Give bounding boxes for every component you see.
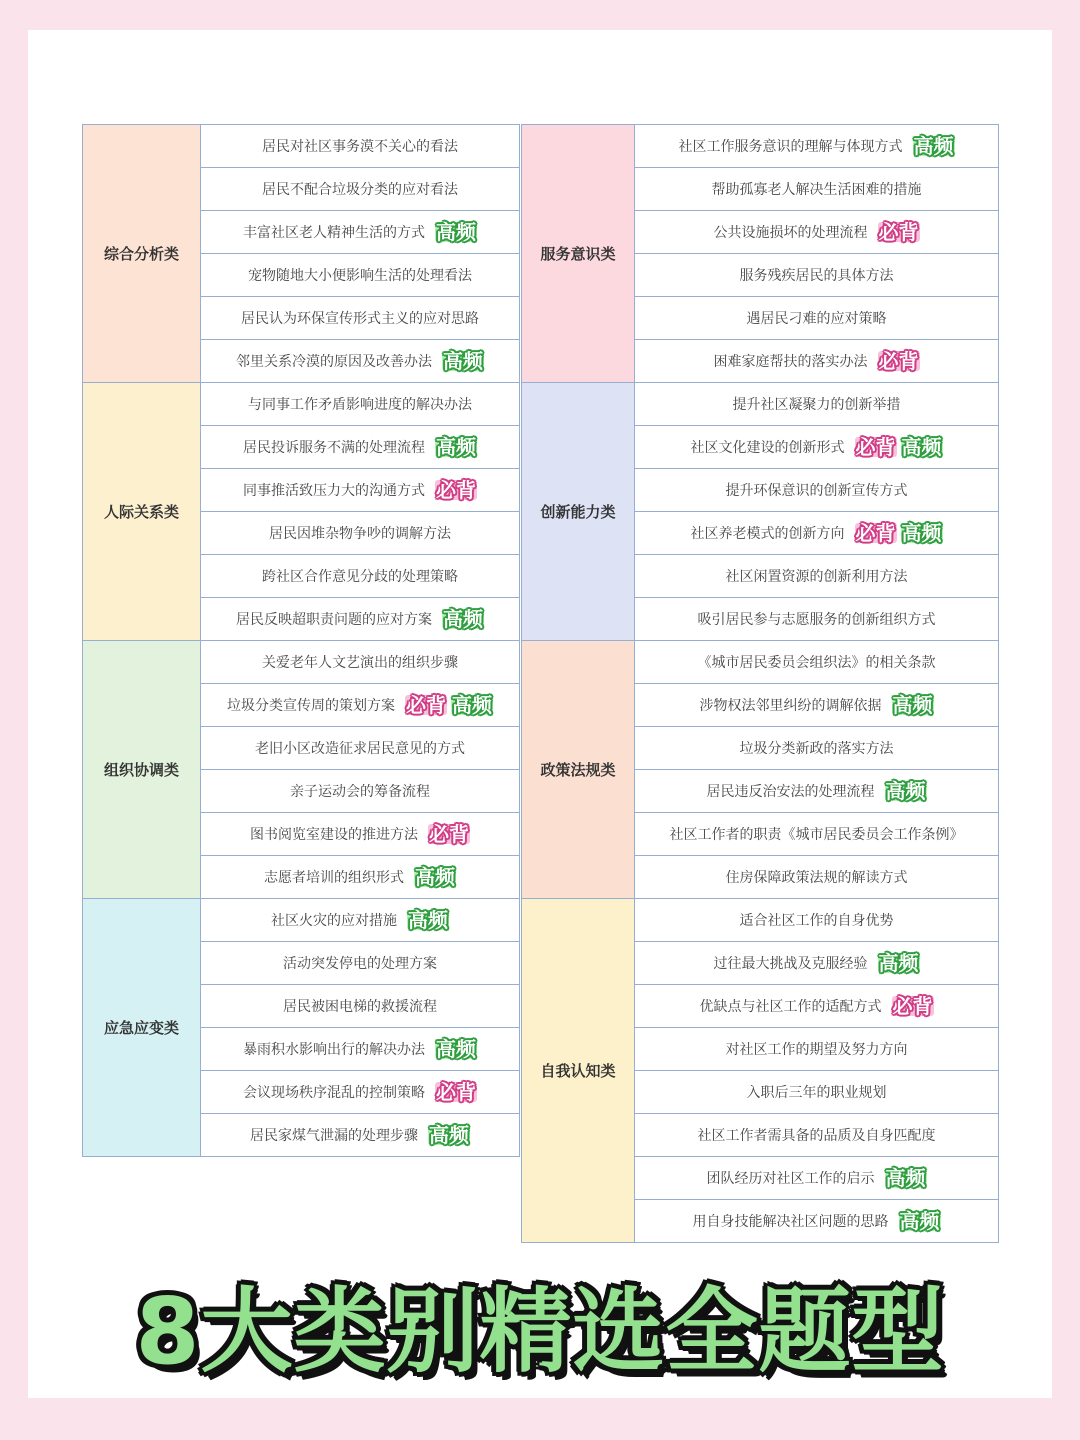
topic-text: 社区文化建设的创新形式 xyxy=(690,440,845,456)
category-block xyxy=(521,899,999,1243)
high-frequency-badge: 高频 xyxy=(901,521,942,545)
category-label: 创新能力类 xyxy=(521,382,634,641)
topic-text: 跨社区合作意见分歧的处理策略 xyxy=(262,569,458,585)
badge-group xyxy=(892,996,934,1016)
topic-text: 关爱老年人文艺演出的组织步骤 xyxy=(262,655,458,671)
topic-text: 社区工作者的职责《城市居民委员会工作条例》 xyxy=(669,827,964,843)
topic-text: 居民反映超职责问题的应对方案 xyxy=(236,612,432,628)
high-frequency-badge: 高频 xyxy=(443,607,483,631)
topic-row xyxy=(200,511,520,555)
topic-text: 丰富社区老人精神生活的方式 xyxy=(243,225,425,241)
badge-group xyxy=(407,910,449,930)
topic-text: 对社区工作的期望及努力方向 xyxy=(725,1042,908,1058)
category-block xyxy=(82,641,520,899)
topic-list xyxy=(200,899,520,1157)
topic-text: 住房保障政策法规的解读方式 xyxy=(725,870,908,886)
topic-text: 社区工作者需具备的品质及自身匹配度 xyxy=(697,1128,936,1144)
badge-group xyxy=(435,1082,477,1102)
topic-row xyxy=(634,425,999,469)
topic-text: 与同事工作矛盾影响进度的解决办法 xyxy=(248,397,472,413)
topic-row xyxy=(200,425,520,469)
topic-row xyxy=(634,1156,999,1200)
topic-text: 《城市居民委员会组织法》的相关条款 xyxy=(697,655,936,671)
topic-text: 适合社区工作的自身优势 xyxy=(739,913,894,929)
category-label: 组织协调类 xyxy=(82,640,200,899)
high-frequency-badge: 高频 xyxy=(885,779,926,803)
topic-row xyxy=(634,812,999,856)
high-frequency-badge: 高频 xyxy=(892,693,933,717)
badge-group xyxy=(885,1168,927,1188)
must-memorize-badge: 必背 xyxy=(429,822,469,846)
category-block xyxy=(82,125,520,383)
topic-text: 居民不配合垃圾分类的应对看法 xyxy=(262,182,458,198)
high-frequency-badge: 高频 xyxy=(436,1037,476,1061)
topic-row xyxy=(634,769,999,813)
topic-text: 帮助孤寡老人解决生活困难的措施 xyxy=(711,182,922,198)
must-memorize-badge: 必背 xyxy=(878,220,919,244)
topic-text: 宠物随地大小便影响生活的处理看法 xyxy=(248,268,472,284)
topic-row xyxy=(634,683,999,727)
category-label: 综合分析类 xyxy=(82,124,200,383)
topic-row xyxy=(634,640,999,684)
topic-row xyxy=(200,1027,520,1071)
topic-row xyxy=(200,253,520,297)
topic-row xyxy=(200,167,520,211)
badge-group xyxy=(885,781,927,801)
topic-text: 居民家煤气泄漏的处理步骤 xyxy=(250,1128,418,1144)
category-block xyxy=(521,125,999,383)
topic-list xyxy=(200,383,520,641)
topic-row xyxy=(200,382,520,426)
topic-row xyxy=(634,468,999,512)
topic-row xyxy=(634,855,999,899)
topic-row xyxy=(634,253,999,297)
topic-text: 居民被困电梯的救援流程 xyxy=(283,999,437,1015)
topic-row xyxy=(634,1199,999,1243)
topic-row xyxy=(200,1113,520,1157)
topic-text: 公共设施损坏的处理流程 xyxy=(713,225,868,241)
topic-text: 志愿者培训的组织形式 xyxy=(264,870,404,886)
high-frequency-badge: 高频 xyxy=(899,1209,940,1233)
topic-text: 居民违反治安法的处理流程 xyxy=(706,784,875,800)
topic-row xyxy=(634,167,999,211)
topic-text: 居民因堆杂物争吵的调解方法 xyxy=(269,526,451,542)
badge-group xyxy=(878,953,920,973)
topic-text: 亲子运动会的筹备流程 xyxy=(290,784,430,800)
topic-row xyxy=(634,296,999,340)
topic-text: 老旧小区改造征求居民意见的方式 xyxy=(255,741,465,757)
topic-row xyxy=(634,984,999,1028)
topic-text: 社区闲置资源的创新利用方法 xyxy=(725,569,908,585)
topic-text: 同事推活致压力大的沟通方式 xyxy=(243,483,425,499)
high-frequency-badge: 高频 xyxy=(429,1123,469,1147)
topic-row xyxy=(200,812,520,856)
badge-group xyxy=(892,695,934,715)
topic-row xyxy=(200,683,520,727)
high-frequency-badge: 高频 xyxy=(913,134,954,158)
topic-text: 用自身技能解决社区问题的思路 xyxy=(692,1214,889,1230)
topic-text: 社区火灾的应对措施 xyxy=(271,913,397,929)
topic-row xyxy=(634,726,999,770)
topic-row xyxy=(200,941,520,985)
badge-group xyxy=(878,222,920,242)
topic-list xyxy=(200,125,520,383)
high-frequency-badge: 高频 xyxy=(408,908,448,932)
topic-row xyxy=(200,726,520,770)
topic-row xyxy=(634,898,999,942)
topic-row xyxy=(634,1070,999,1114)
topic-row xyxy=(634,210,999,254)
badge-group xyxy=(442,609,484,629)
topic-text: 困难家庭帮扶的落实办法 xyxy=(713,354,868,370)
topic-text: 入职后三年的职业规划 xyxy=(746,1085,887,1101)
high-frequency-badge: 高频 xyxy=(878,951,919,975)
badge-group xyxy=(435,437,477,457)
category-block xyxy=(521,383,999,641)
high-frequency-badge: 高频 xyxy=(901,435,942,459)
badge-group xyxy=(899,1211,941,1231)
badge-group xyxy=(428,1125,470,1145)
category-block xyxy=(82,383,520,641)
topic-text: 活动突发停电的处理方案 xyxy=(283,956,437,972)
topic-text: 邻里关系冷漠的原因及改善办法 xyxy=(236,354,432,370)
topic-text: 会议现场秩序混乱的控制策略 xyxy=(243,1085,425,1101)
must-memorize-badge: 必背 xyxy=(436,478,476,502)
badge-group xyxy=(435,222,477,242)
category-label: 应急应变类 xyxy=(82,898,200,1157)
badge-group xyxy=(435,480,477,500)
topic-row xyxy=(634,339,999,383)
topic-row xyxy=(634,597,999,641)
topic-row xyxy=(200,1070,520,1114)
category-label: 人际关系类 xyxy=(82,382,200,641)
topic-row xyxy=(200,339,520,383)
topic-text: 遇居民刁难的应对策略 xyxy=(746,311,887,327)
topic-row xyxy=(200,640,520,684)
topic-row xyxy=(200,855,520,899)
topic-list xyxy=(634,125,999,383)
badge-group xyxy=(435,1039,477,1059)
must-memorize-badge: 必背 xyxy=(892,994,933,1018)
high-frequency-badge: 高频 xyxy=(452,693,492,717)
badge-group xyxy=(442,351,484,371)
left-category-column xyxy=(82,125,520,1157)
right-category-column xyxy=(521,125,999,1243)
must-memorize-badge: 必背 xyxy=(855,435,896,459)
category-label: 服务意识类 xyxy=(521,124,634,383)
topic-text: 涉物权法邻里纠纷的调解依据 xyxy=(699,698,882,714)
must-memorize-badge: 必背 xyxy=(436,1080,476,1104)
topic-text: 提升环保意识的创新宣传方式 xyxy=(725,483,908,499)
topic-text: 社区工作服务意识的理解与体现方式 xyxy=(678,139,903,155)
category-block xyxy=(521,641,999,899)
topic-row xyxy=(634,554,999,598)
high-frequency-badge: 高频 xyxy=(436,435,476,459)
topic-text: 过往最大挑战及克服经验 xyxy=(713,956,868,972)
topic-row xyxy=(200,124,520,168)
topic-text: 服务残疾居民的具体方法 xyxy=(739,268,894,284)
category-label: 自我认知类 xyxy=(521,898,634,1243)
topic-text: 居民对社区事务漠不关心的看法 xyxy=(262,139,458,155)
topic-text: 居民认为环保宣传形式主义的应对思路 xyxy=(241,311,479,327)
page-headline: 8大类别精选全题型 xyxy=(135,1278,945,1385)
topic-text: 图书阅览室建设的推进方法 xyxy=(250,827,418,843)
badge-group xyxy=(405,695,493,715)
topic-text: 吸引居民参与志愿服务的创新组织方式 xyxy=(697,612,936,628)
topic-text: 居民投诉服务不满的处理流程 xyxy=(243,440,425,456)
topic-text: 优缺点与社区工作的适配方式 xyxy=(699,999,882,1015)
badge-group xyxy=(878,351,920,371)
topic-list xyxy=(634,641,999,899)
topic-row xyxy=(200,296,520,340)
topic-text: 垃圾分类新政的落实方法 xyxy=(739,741,894,757)
must-memorize-badge: 必背 xyxy=(878,349,919,373)
topic-text: 垃圾分类宣传周的策划方案 xyxy=(227,698,395,714)
topic-row xyxy=(634,124,999,168)
category-block xyxy=(82,899,520,1157)
topic-text: 团队经历对社区工作的启示 xyxy=(706,1171,875,1187)
badge-group xyxy=(855,437,943,457)
must-memorize-badge: 必背 xyxy=(855,521,896,545)
category-label: 政策法规类 xyxy=(521,640,634,899)
topic-text: 提升社区凝聚力的创新举措 xyxy=(732,397,901,413)
badge-group xyxy=(428,824,470,844)
topic-row xyxy=(634,511,999,555)
badge-group xyxy=(414,867,456,887)
topic-row xyxy=(200,210,520,254)
topic-row xyxy=(634,941,999,985)
topic-list xyxy=(634,899,999,1243)
topic-row xyxy=(200,984,520,1028)
topic-text: 社区养老模式的创新方向 xyxy=(690,526,845,542)
topic-list xyxy=(634,383,999,641)
high-frequency-badge: 高频 xyxy=(415,865,455,889)
topic-list xyxy=(200,641,520,899)
badge-group xyxy=(855,523,943,543)
must-memorize-badge: 必背 xyxy=(406,693,446,717)
high-frequency-badge: 高频 xyxy=(436,220,476,244)
badge-group xyxy=(913,136,955,156)
topic-row xyxy=(200,554,520,598)
topic-row xyxy=(634,1027,999,1071)
topic-text: 暴雨积水影响出行的解决办法 xyxy=(243,1042,425,1058)
topic-row xyxy=(200,898,520,942)
topic-row xyxy=(200,468,520,512)
topic-row xyxy=(634,1113,999,1157)
topic-row xyxy=(200,769,520,813)
high-frequency-badge: 高频 xyxy=(885,1166,926,1190)
topic-row xyxy=(200,597,520,641)
topic-row xyxy=(634,382,999,426)
high-frequency-badge: 高频 xyxy=(443,349,483,373)
